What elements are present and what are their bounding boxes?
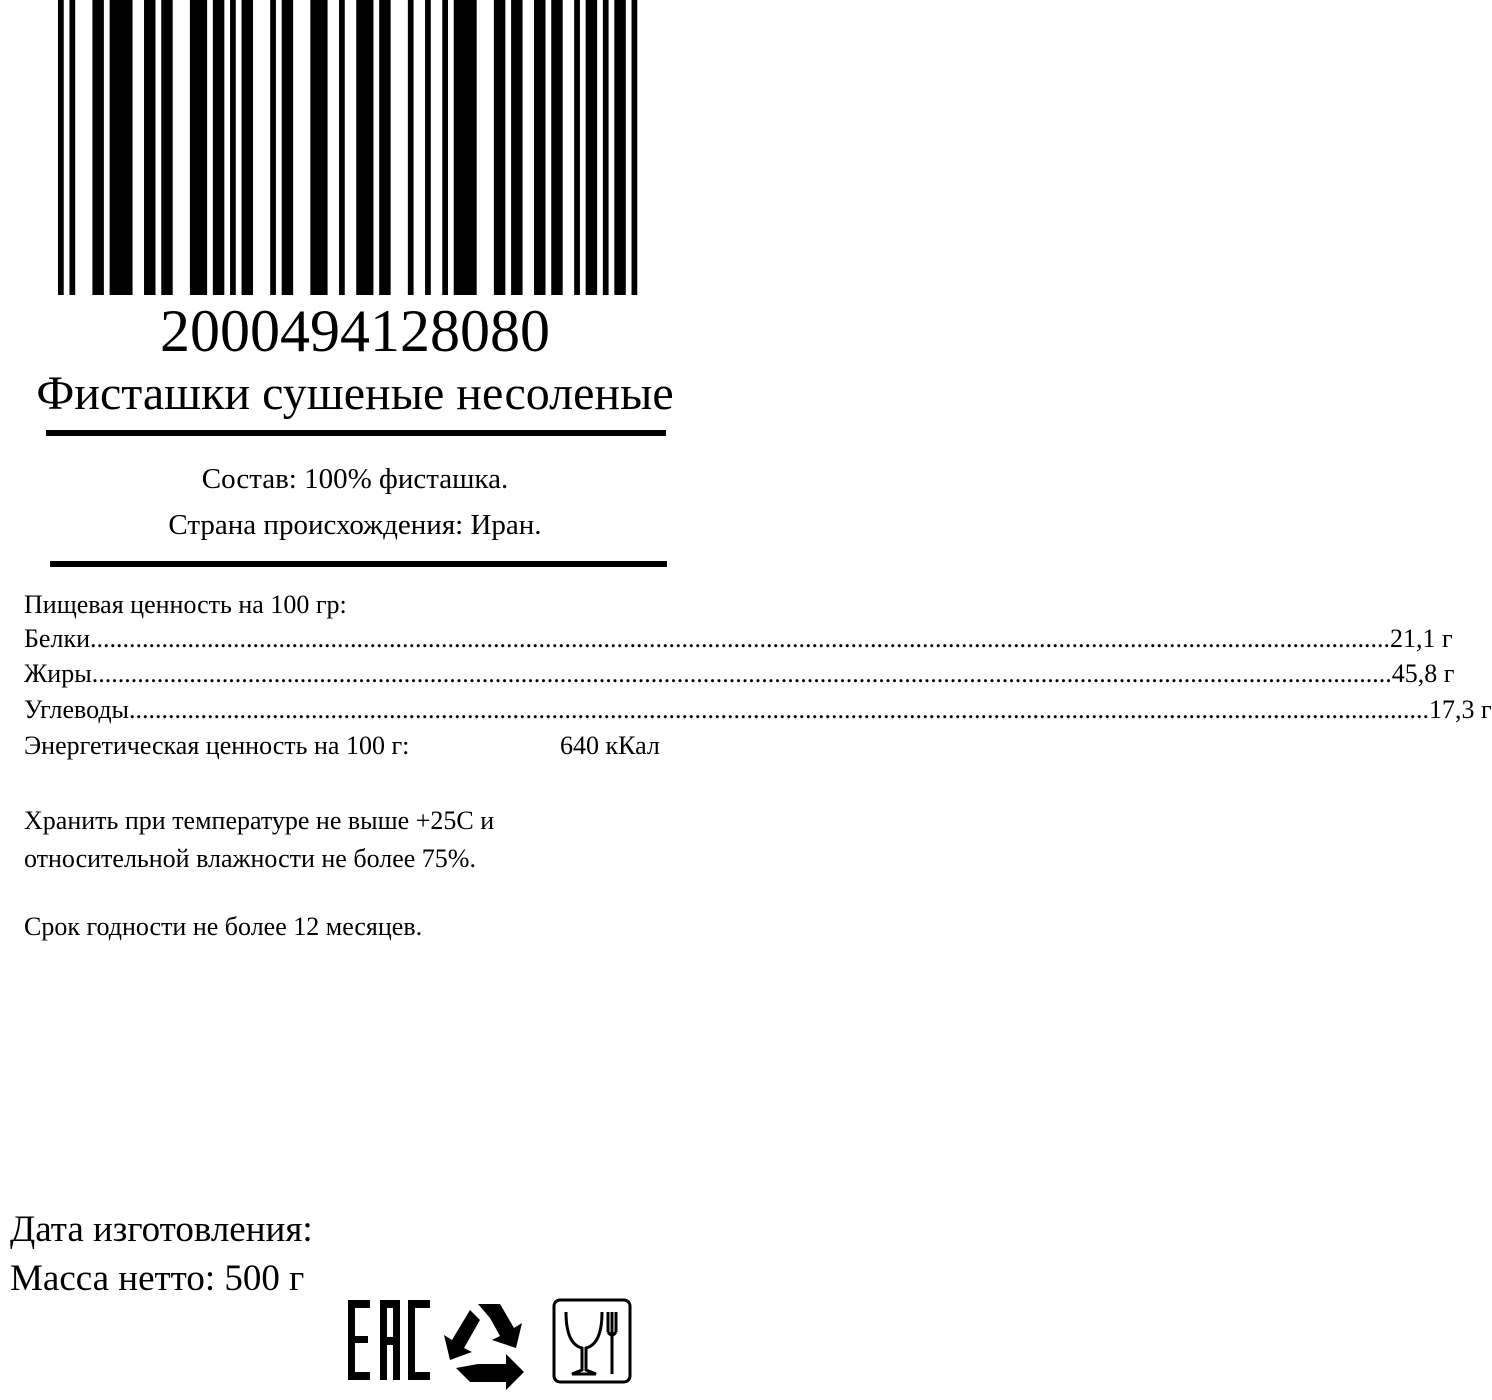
barcode-bar — [586, 0, 597, 295]
barcode-bar — [511, 0, 522, 295]
shelf-life: Срок годности не более 12 месяцев. — [24, 912, 423, 941]
barcode-bar — [356, 0, 373, 295]
barcode-bar — [551, 0, 562, 295]
barcode-bar — [213, 0, 224, 295]
barcode-bar — [339, 0, 345, 295]
nutrient-value: 21,1 г — [1390, 624, 1453, 653]
barcode-bar — [282, 0, 293, 295]
nutrition-row-protein — [24, 622, 1453, 656]
nutrient-name: Белки — [24, 624, 90, 653]
barcode-bar — [425, 0, 431, 295]
barcode-bar — [110, 0, 133, 295]
barcode-bar — [144, 0, 155, 295]
manufacture-date-label: Дата изготовления: — [10, 1209, 313, 1250]
barcode-bar — [442, 0, 448, 295]
product-name: Фисташки сушеные несоленые — [36, 367, 674, 420]
barcode-bar — [190, 0, 207, 295]
eac-mark-icon — [348, 1300, 430, 1380]
barcode-bar — [454, 0, 477, 295]
dot-leader: ........................................................................................................................................................................................................ — [90, 624, 1390, 653]
barcode-bar — [632, 0, 638, 295]
barcode-bar — [69, 0, 75, 295]
barcode-bar — [270, 0, 276, 295]
barcode-bar — [310, 0, 327, 295]
divider — [46, 430, 666, 436]
nutrient-value: 45,8 г — [1391, 659, 1455, 688]
barcode-bar — [614, 0, 625, 295]
nutrition-row-fat — [24, 657, 1455, 691]
storage-line: относительной влажности не более 75%. — [24, 844, 476, 873]
barcode-bar — [230, 0, 236, 295]
barcode-bar — [534, 0, 545, 295]
food-contact-icon — [554, 1300, 630, 1382]
recycle-icon — [444, 1304, 524, 1390]
net-mass: Масса нетто: 500 г — [10, 1258, 305, 1299]
nutrient-name: Углеводы — [24, 695, 130, 724]
barcode-bar — [58, 0, 64, 295]
energy-value: 640 кКал — [560, 731, 660, 760]
barcode — [58, 0, 643, 295]
barcode-number: 2000494128080 — [160, 298, 550, 364]
barcode-bar — [161, 0, 172, 295]
barcode-bar — [494, 0, 505, 295]
divider — [50, 561, 667, 567]
barcode-bar — [92, 0, 103, 295]
dot-leader: ........................................................................................................................................................................................................ — [129, 695, 1430, 724]
nutrient-name: Жиры — [24, 659, 92, 688]
storage-line: Хранить при температуре не выше +25С и — [24, 806, 495, 835]
energy-label: Энергетическая ценность на 100 г: — [24, 731, 410, 760]
country-of-origin: Страна происхождения: Иран. — [168, 509, 542, 541]
barcode-bar — [242, 0, 253, 295]
nutrition-heading: Пищевая ценность на 100 гр: — [24, 590, 347, 619]
ingredients: Состав: 100% фисташка. — [201, 463, 509, 495]
barcode-bar — [379, 0, 390, 295]
storage-conditions — [24, 802, 494, 878]
barcode-bar — [603, 0, 609, 295]
certification-marks — [340, 1290, 660, 1390]
nutrition-row-carbs — [24, 693, 1492, 727]
dot-leader: ........................................................................................................................................................................................................ — [91, 659, 1392, 688]
barcode-bar — [574, 0, 580, 295]
barcode-bar — [408, 0, 414, 295]
nutrient-value: 17,3 г — [1429, 695, 1492, 724]
